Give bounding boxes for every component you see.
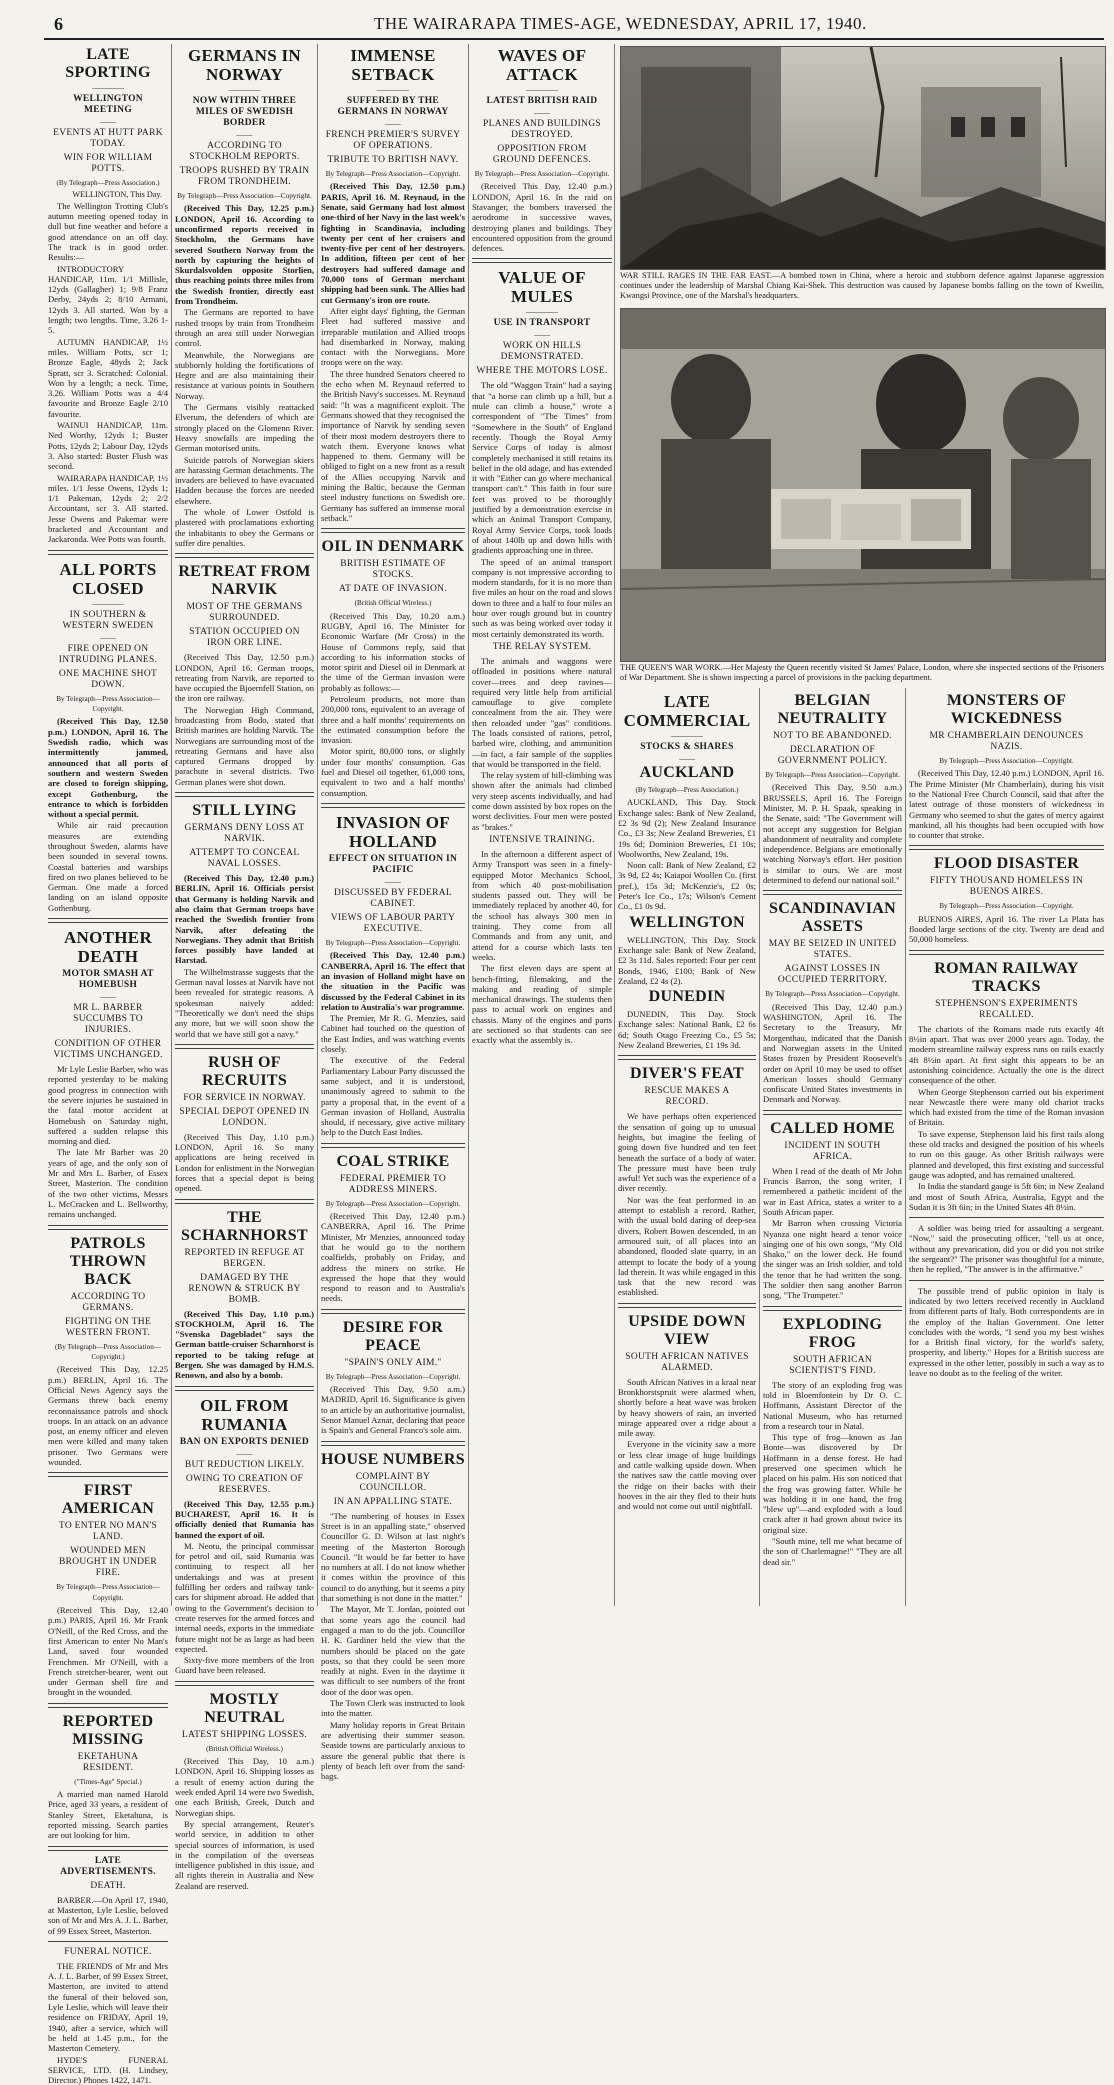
deck: EFFECT ON SITUATION IN PACIFIC bbox=[328, 853, 458, 875]
column-rule bbox=[317, 44, 318, 1606]
deck: FIRE OPENED ON INTRUDING PLANES. bbox=[58, 643, 158, 665]
paragraph: When I read of the death of Mr John Francis Barron, the song writer, I remembered a pathetic incident of the war in East Africa, states a writer to a South African paper. bbox=[763, 1165, 902, 1217]
deck: RESCUE MAKES A RECORD. bbox=[644, 1086, 730, 1108]
masthead bbox=[44, 8, 1104, 40]
deck: ONE MACHINE SHOT DOWN. bbox=[58, 668, 158, 690]
paragraph: South African Natives in a kraal near Bronkhorstspruit were alarmed when, shortly before a heat wave was broken by heavy showers of rain, an inverted mirage appeared over a ridge about a mile away. bbox=[618, 1376, 756, 1439]
paragraph: Motor spirit, 80,000 tons, or slightly under four months' consumption. Gas fuel and Diesel oil together, 61,000 tons, equivalent to two and a half months' consumption. bbox=[321, 746, 465, 798]
paragraph: Many holiday reports in Great Britain are advertising their summer season. Seaside towns are particularly anxious to assure the general public that there is plenty of beach left over from the sand-bags. bbox=[321, 1719, 465, 1782]
deck: WELLINGTON MEETING bbox=[73, 94, 143, 115]
deck: DECLARATION OF GOVERNMENT POLICY. bbox=[777, 745, 888, 766]
deck: STATION OCCUPIED ON IRON ORE LINE. bbox=[189, 627, 300, 649]
story-roman-railway bbox=[909, 960, 1104, 1379]
paragraph: (Received This Day, 12.50 p.m.) PARIS, April 16. M. Reynaud, in the Senate, said Germany had lost almost one-third of her Navy in the last week's fighting in Scandinavia, including twenty per cent of her cruisers and twenty-five per cent of her destroyers. In addition, fifteen per cent of her destroyers had suffered damage and 70,000 tons of German merchant shipping had been sunk. The Allies had cut Germany's iron ore route. bbox=[321, 181, 465, 305]
story-scandinavian-assets bbox=[763, 900, 902, 1104]
death-notice: BARBER.—On April 17, 1940, at Masterton, Lyle Leslie, beloved son of Mr and Mrs A. J. L. Barber, of 99 Essex Street, Masterton. bbox=[48, 1894, 168, 1936]
paragraph: (Received This Day, 12.25 p.m.) BERLIN, April 16. The Official News Agency says the Germans threw back enemy reconnaissance patrols and shock troops. In an attack on an advance post, an enemy officer and eleven men were killed and many taken prisoner. Two Germans were wounded. bbox=[48, 1364, 168, 1467]
headline: ALL PORTS CLOSED bbox=[59, 559, 157, 598]
headline: HOUSE NUMBERS bbox=[321, 1450, 465, 1468]
deck: DISCUSSED BY FEDERAL CABINET. bbox=[333, 887, 453, 909]
deck: NOT TO BE ABANDONED. bbox=[773, 731, 892, 741]
paragraph: (Received This Day, 12.40 p.m.) LONDON, April 16. In the raid on Stavanger, the bombers traversed the aerodrome in successive waves, destroying planes and buildings. They encountered opposition from the ground defences. bbox=[472, 181, 612, 254]
paragraph: Nor was the feat performed in an attempt to establish a record. Rather, with the usual bold daring of deep-sea divers, Robert Bowen descended, in an armoured suit, of all places into an abandoned, flooded slate quarry, in an attempt to locate the body of a young lad therein. It was while engaged in this task that the new record was established. bbox=[618, 1194, 756, 1298]
deck: GERMANS DENY LOSS AT NARVIK. bbox=[184, 823, 305, 845]
photo-bombed-town bbox=[620, 46, 1106, 270]
credit: By Telegraph—Press Association—Copyright. bbox=[765, 771, 900, 779]
deck: TRIBUTE TO BRITISH NAVY. bbox=[327, 155, 459, 165]
headline: RETREAT FROM NARVIK bbox=[178, 563, 311, 599]
story-late-sporting: LATE SPORTING ———— WELLINGTON MEETING —— EVENTS AT HUTT PARK TODAY. WIN FOR WILLIAM POTTS. (By Telegraph—Press Association.) WELLINGTON, This Day. The Wellington Trotting Club's autumn meeting opened today in dull but fine weather and before a good attendance on an off day. The track is in good order. Results:— INTRODUCTORY HANDICAP, 11m. 1/1 Millisle, 12yds (Gallagher) 1; 9/8 Franz Derby, 24yds 2; 8/10 Armani, 12yds 3. All started. Won by a length; two lengths. Time, 3.26 1-5. AUTUMN HANDICAP, 1½ miles. William Potts, scr 1; Bronze Eagle, 48yds 2; Jack Spratt, scr 3. Scratched: Colonial. Won by a length; a neck. Time, 3.26. William Potts was a 4/4 favourite and Bronze Eagle 2/10 favourite. WAINUI HANDICAP, 11m. Ned Worthy, 12yds 1; Buster Potts, 12yds 2; Labour Day, 12yds 3. Also started: Buster Flush was second. WAIRARAPA HANDICAP, 1½ miles. 1/1 Jesse Owens, 12yds 1; 1/1 Pakeman, 12yds 2; 2/2 Accountant, scr 3. All started. Jesse Owens and Pakemar were bracketed and Accountant and Jackaronda. Wee Potts was fourth. bbox=[48, 46, 168, 545]
headline: LATE SPORTING bbox=[65, 46, 151, 81]
paragraph: (Received This Day, 12.40 p.m.) WASHINGTON, April 16. The Secretary to the Treasury, Mr Morgenthau, indicated that the Danish and Norwegian assets in the United States frozen by President Roosevelt's order on April 10 may be used to offset American losses should Germany confiscate United States investments in Denmark and Norway. bbox=[763, 1001, 902, 1105]
story-upside-down bbox=[618, 1313, 756, 1512]
paragraph: (Received This Day, 9.50 a.m.) BRUSSELS, April 16. The Foreign Minister, M. P. H. Spaak, speaking in the Senate, said: "The Government will not accept any suggestion for Belgian abandonment of neutrality and complete independence. Belgians are emotionally watching Norway's effort. Her position is similar to ours. We are most determined to defend our national soil." bbox=[763, 782, 902, 886]
credit: By Telegraph—Press Association—Copyright. bbox=[939, 902, 1074, 911]
deck: BAN ON EXPORTS DENIED bbox=[179, 1436, 310, 1447]
photo-queens-war-work bbox=[620, 308, 1106, 662]
deck: MAY BE SEIZED IN UNITED STATES. bbox=[768, 939, 897, 961]
deck: FIFTY THOUSAND HOMELESS IN BUENOS AIRES. bbox=[929, 876, 1084, 898]
paragraph: (Received This Day, 12.55 p.m.) BUCHAREST, April 16. It is officially denied that Rumania has banned the export of oil. bbox=[175, 1498, 314, 1540]
story-flood-disaster bbox=[909, 855, 1104, 944]
column-3 bbox=[321, 44, 465, 1782]
deck: MOST OF THE GERMANS SURROUNDED. bbox=[186, 602, 303, 624]
deck: ATTEMPT TO CONCEAL NAVAL LOSSES. bbox=[189, 848, 300, 870]
subhead: DUNEDIN bbox=[648, 988, 726, 1006]
credit: By Telegraph—Press Association—Copyright. bbox=[325, 1372, 461, 1381]
late-advertisements bbox=[48, 1856, 168, 2085]
paragraph: The story of an exploding frog was told in Bloemfontein by Dr O. C. Hoffmann, Assistant Director of the National Museum, who has returned from a research tour in Natal. bbox=[763, 1379, 902, 1431]
death-label: DEATH. bbox=[90, 1880, 126, 1891]
paragraph: To save expense, Stephenson laid his first rails along these old tracks and designed the position of his wheels to run on this gauge. As other British railways were planned and developed, this first existing and successful gauge was adopted, and has remained unaltered. bbox=[909, 1128, 1104, 1180]
story-exploding-frog bbox=[763, 1316, 902, 1567]
deck: AGAINST LOSSES IN OCCUPIED TERRITORY. bbox=[777, 964, 888, 986]
deck: FIGHTING ON THE WESTERN FRONT. bbox=[64, 1316, 152, 1338]
paragraph: The possible trend of public opinion in Italy is indicated by two letters received recently in Auckland from different parts of Italy. Both correspondents are in the employ of the Italian Government. One letter concludes with the words, "I send you my best wishes for a British final victory, for the world's safety, prosperity, and liberty." Hopes for a British success are expressed in the other letter, possibly in such a way as to leave no doubt as to the feeling of the writer. bbox=[909, 1285, 1104, 1378]
story-patrols bbox=[48, 1235, 168, 1468]
story-another-death: ANOTHER DEATH MOTOR SMASH AT HOMEBUSH —— MR L. BARBER SUCCUMBS TO INJURIES. CONDITION OF OTHER VICTIMS UNCHANGED. Mr Lyle Leslie Barber, who was reported yesterday to be making good progress in connection with the severe injuries he sustained in the fatal motor accident at Homebush on Saturday night, suffered a sudden relapse this morning and died. The late Mr Barber was 20 years of age, and the only son of Mr and Mrs L. Barber, of Essex Street, Masterton. The condition of the two other victims, Messrs L. McCracken and L. Bellworthy, remains unchanged. bbox=[48, 928, 168, 1220]
deck: AT DATE OF INVASION. bbox=[338, 584, 448, 595]
deck: STOCKS & SHARES bbox=[640, 742, 734, 752]
credit: By Telegraph—Press Association—Copyright. bbox=[56, 1583, 160, 1602]
story-desire-peace bbox=[321, 1319, 465, 1436]
headline: REPORTED MISSING bbox=[62, 1712, 154, 1748]
story-monsters-wickedness bbox=[909, 692, 1104, 840]
headline: LATE COMMERCIAL bbox=[623, 692, 751, 730]
deck: FOR SERVICE IN NORWAY. bbox=[183, 1092, 306, 1103]
story-called-home bbox=[763, 1120, 902, 1301]
paragraph: The three hundred Senators cheered to the echo when M. Reynaud referred to the British Navy's successes. M. Reynaud said: "It was a magnificent exploit. The Germans showed that they recognised the importance of Narvik by sending seven of their most modern destroyers there to watch them. Everyone knows what happened to them. Germany will be obliged to fight on a new front as a result of the Allies occupying Narvik and mining the Baltic, because the German steel industry functions on Swedish ore. Germany has suffered an immense moral setback." bbox=[321, 368, 465, 523]
headline: ROMAN RAILWAY TRACKS bbox=[934, 959, 1079, 995]
deck: CONDITION OF OTHER VICTIMS UNCHANGED. bbox=[53, 1039, 163, 1061]
paragraph: (Received This Day, 1.10 p.m.) LONDON, April 16. So many applications are being received in London for enlistment in the Norwegian forces that a special depot is being opened. bbox=[175, 1131, 314, 1194]
headline: DIVER'S FEAT bbox=[630, 1065, 744, 1083]
column-rule bbox=[905, 688, 906, 1606]
headline: BELGIAN NEUTRALITY bbox=[777, 692, 888, 727]
story-reported-missing bbox=[48, 1713, 168, 1841]
headline: STILL LYING bbox=[192, 802, 297, 820]
paragraph: BUENOS AIRES, April 16. The river La Plata has flooded large sections of the city. Twenty are dead and 50,000 homeless. bbox=[909, 913, 1104, 945]
paragraph: While air raid precaution measures are extending throughout Sweden, alarms have been sounded in several towns. Coastal batteries and warships fired on two planes believed to be German. One made a forced landing on an island opposite Gothenburg. bbox=[48, 820, 168, 913]
headline: OIL IN DENMARK bbox=[321, 538, 465, 556]
deck: SOUTH AFRICAN NATIVES ALARMED. bbox=[625, 1351, 749, 1373]
deck: IN SOUTHERN & WESTERN SWEDEN bbox=[62, 609, 154, 631]
paragraph: Suicide patrols of Norwegian skiers are harassing German detachments. The invaders are believed to have evacuated Hadden because the forces are needed elsewhere. bbox=[175, 454, 314, 506]
credit: By Telegraph—Press Association—Copyright. bbox=[56, 694, 160, 714]
deck: BRITISH ESTIMATE OF STOCKS. bbox=[340, 559, 446, 581]
paragraph: Mr Barron when crossing Victoria Nyanza one night heard a tenor voice singing one of his own songs, "My Old Shako," on the lower deck. He found the singer was an Irish soldier, and told the tenor that he had written the song. The soldier then sang another Barron song, "The Trumpeter." bbox=[763, 1218, 902, 1301]
paragraph: In India the standard gauge is 5ft 6in; in New Zealand and most of South Africa, Australia, Egypt and the Sudan it is 3ft 6in; in the United States 4ft 8½in. bbox=[909, 1181, 1104, 1212]
page-number: 6 bbox=[54, 14, 63, 34]
deck: DAMAGED BY THE RENOWN & STRUCK BY BOMB. bbox=[188, 1272, 301, 1305]
story-waves-attack: WAVES OF ATTACK ———— LATEST BRITISH RAID —— PLANES AND BUILDINGS DESTROYED. OPPOSITION FROM GROUND DEFENCES. By Telegraph—Press Association—Copyright. (Received This Day, 12.40 p.m.) LONDON, April 16. In the raid on Stavanger, the bombers traversed the aerodrome in successive waves, destroying planes and buildings. They encountered opposition from the ground defences. bbox=[472, 46, 612, 254]
credit: (By Telegraph—Press Association.) bbox=[56, 179, 160, 187]
paragraph: WAIRARAPA HANDICAP, 1½ miles. 1/1 Jesse Owens, 12yds 1; 1/1 Pakeman, 12yds 2; 2/2 Accountant, scr 3. All started. Jesse Owens and Pakemar were bracketed and Accountant and Jackaronda. Wee Potts was fourth. bbox=[48, 472, 168, 545]
credit: By Telegraph—Press Association—Copyright. bbox=[325, 170, 461, 178]
credit: By Telegraph—Press Association—Copyright. bbox=[325, 1199, 461, 1208]
credit: By Telegraph—Press Association—Copyright. bbox=[177, 192, 312, 200]
story-all-ports: ALL PORTS CLOSED ———— IN SOUTHERN & WESTERN SWEDEN —— FIRE OPENED ON INTRUDING PLANES. ONE MACHINE SHOT DOWN. By Telegraph—Press Association—Copyright. (Received This Day, 12.50 p.m.) LONDON, April 16. The Swedish radio, which was intermittently jammed, announced that all ports of southern and western Sweden are closed to foreign shipping, except Gothenburg, the entrance to which is forbidden without a special permit. While air raid precaution measures are extending throughout Sweden, alarms have been sounded in several towns. Coastal batteries and warships fired on two planes believed to be German. One made a forced landing on an island opposite Gothenburg. bbox=[48, 559, 168, 913]
deck: SPECIAL DEPOT OPENED IN LONDON. bbox=[179, 1106, 310, 1128]
headline: EXPLODING FROG bbox=[782, 1315, 883, 1351]
story-belgian-neutrality bbox=[763, 692, 902, 885]
paragraph: The speed of an animal transport company is not impressive according to modern standards, for it is no more than five miles an hour on the road and slows down to three and a half to four miles an hour over rough ground but in country such as was being worked over today it most certainly demonstrated its worth. bbox=[472, 556, 612, 639]
deck: VIEWS OF LABOUR PARTY EXECUTIVE. bbox=[330, 912, 456, 934]
credit: (By Telegraph—Press Association—Copyright.) bbox=[55, 1342, 161, 1361]
headline: MONSTERS OF WICKEDNESS bbox=[946, 692, 1067, 727]
credit: ("Times-Age" Special.) bbox=[74, 1777, 142, 1786]
deck: TO ENTER NO MAN'S LAND. bbox=[58, 1521, 158, 1543]
story-divers-feat bbox=[618, 1065, 756, 1297]
masthead-title: THE WAIRARAPA TIMES-AGE, WEDNESDAY, APRIL 17, 1940. bbox=[374, 14, 867, 33]
paragraph: In the afternoon a different aspect of Army Transport was seen in a finely-equipped Motor Mechanics School, from which 40 post-mobilisation students passed out. They will be immediately replaced by another 40, for the school has always 300 men in training. They come from all Commands and from any unit, and attend for a course which lasts ten weeks. bbox=[472, 848, 612, 962]
headline: THE SCHARNHORST bbox=[181, 1208, 308, 1244]
deck: USE IN TRANSPORT bbox=[493, 318, 591, 329]
story-oil-rumania: OIL FROM RUMANIA BAN ON EXPORTS DENIED —— BUT REDUCTION LIKELY. OWING TO CREATION OF RESERVES. (Received This Day, 12.55 p.m.) BUCHAREST, April 16. It is officially denied that Rumania has banned the export of oil. M. Neotu, the principal commissar for petrol and oil, said Rumania was continuing to respect all her undertakings and was at present fulfilling her orders and railway tank-cars for shipment abroad. He added that owing to the Government's decision to create reserves for the armed forces and internal needs, exports in the immediate future might not be as large as had been expected. Sixty-five more members of the Iron Guard have been released. bbox=[175, 1395, 314, 1676]
deck: "SPAIN'S ONLY AIM." bbox=[344, 1357, 442, 1368]
subhead: THE RELAY SYSTEM. bbox=[492, 641, 592, 652]
story-immense-setback: IMMENSE SETBACK ———— SUFFERED BY THE GERMANS IN NORWAY —— FRENCH PREMIER'S SURVEY OF OPERATIONS. TRIBUTE TO BRITISH NAVY. By Telegraph—Press Association—Copyright. (Received This Day, 12.50 p.m.) PARIS, April 16. M. Reynaud, in the Senate, said Germany had lost almost one-third of her Navy in the last week's fighting in Scandinavia, including twenty per cent of her cruisers and twenty-five per cent of her destroyers. In addition, fifteen per cent of her destroyers had suffered damage and 70,000 tons of German merchant shipping had been sunk. The Allies had cut Germany's iron ore route. After eight days' fighting, the German Fleet had suffered massive and irreparable mutilation and Allied troops had disembarked in Norway, making contact with the Norwegians. More troops were on the way. The three hundred Senators cheered to the echo when M. Reynaud referred to the British Navy's successes. M. Reynaud said: "It was a magnificent exploit. The Germans showed that they recognised the importance of Narvik by sending seven of their most modern destroyers there to watch them. Everyone knows what happened to them. Germany will be obliged to fight on a new front as a result of the Allies occupying Narvik and mining the Baltic, because the German steel industry functions on Swedish ore. Germany has suffered an immense moral setback." bbox=[321, 46, 465, 523]
paragraph: (Received This Day, 10 a.m.) LONDON, April 16. Shipping losses as a result of enemy action during the week ended April 14 were two Swedish, one each British, Greek, Dutch and Norwegian ships. bbox=[175, 1756, 314, 1818]
paragraph: A married man named Harold Price, aged 33 years, a resident of Stanley Street, Eketahuna, is reported missing. Search parties are out looking for him. bbox=[48, 1789, 168, 1841]
column-rule bbox=[468, 44, 469, 1606]
subhead: AUCKLAND bbox=[639, 764, 735, 781]
paragraph: (Received This Day, 12.40 p.m.) CANBERRA, April 16. The Prime Minister, Mr Menzies, announced today that he would go to the northern coalfields, probably on Friday, and address the miners on strike. He expressed the hope that they would respond to reason and to Australia's needs. bbox=[321, 1211, 465, 1304]
headline: INVASION OF HOLLAND bbox=[336, 812, 450, 851]
deck: WHERE THE MOTORS LOSE. bbox=[476, 366, 608, 377]
paragraph: The Wellington Trotting Club's autumn meeting opened today in dull but fine weather and before a good attendance on an off day. The track is in good order. Results:— bbox=[48, 200, 168, 263]
subhead: WELLINGTON bbox=[629, 913, 745, 931]
paragraph: Sixty-five more members of the Iron Guard have been released. bbox=[175, 1655, 314, 1676]
paragraph: The relay system of hill-climbing was shown after the animals had climbed very steep ascents individually, and had come down assisted by box ropes on the worst declivities. Four men were posted as "brakes." bbox=[472, 770, 612, 832]
paragraph: Everyone in the vicinity saw a more or less clear image of huge buildings and cattle walking upside down. When the natives saw the cattle moving over the ridge on their backs with their hooves in the air they fled to their huts and would not come out until nightfall. bbox=[618, 1439, 756, 1512]
paragraph: WELLINGTON, This Day. Stock Exchange sale: Bank of New Zealand, £2 3s 11d. Sales reported: Four per cent Bonds, 1946, £100; Bank of New Zealand, £2 4s (2). bbox=[618, 934, 756, 986]
paragraph: After eight days' fighting, the German Fleet had suffered massive and irreparable mutilation and Allied troops had disembarked in Norway, making contact with the Norwegians. More troops were on the way. bbox=[321, 305, 465, 368]
story-retreat-narvik bbox=[175, 563, 314, 787]
headline: UPSIDE DOWN VIEW bbox=[628, 1312, 746, 1348]
deck: BUT REDUCTION LIKELY. bbox=[184, 1459, 305, 1470]
deck: COMPLAINT BY COUNCILLOR. bbox=[355, 1471, 431, 1493]
paragraph: The old "Waggon Train" had a saying that "a horse can climb up a hill, but a mule can climb a house," wrote a correspondent of "The Times" from "Somewhere in the South" of England recently. Though the Royal Army Service Corps of today is almost completely mechanised it still retains its belief in the old adage, and has extended it with "Either can go where mechanical transport can't." This faith in four sure feet was proved to be thoroughly justified by a demonstration exercise in which an Animal Transport Company, Royal Army Service Corps, took loads of about 140lb up and down hills with gradients approaching one in three. bbox=[472, 380, 612, 556]
paragraph: (Received This Day, 12.40 p.m.) CANBERRA, April 16. The effect that an invasion of Holland might have on the situation in the Pacific was discussed by the Federal Cabinet in its relation to Australia's war programme. bbox=[321, 950, 465, 1012]
paragraph: The late Mr Barber was 20 years of age, and the only son of Mr and Mrs L. Barber, of Essex Street, Masterton. The condition of the two other victims, Messrs L. McCracken and L. Bellworthy, remains unchanged. bbox=[48, 1147, 168, 1220]
paragraph: Meanwhile, the Norwegians are stubbornly holding the fortifications of Hegre and are also maintaining their resistance at various points in Southern Norway. bbox=[175, 349, 314, 401]
paragraph: The Wilhelmstrasse suggests that the German naval losses at Narvik have not been revealed for strategic reasons. A spokesman naively added: "Theoretically we don't need the ships any more, but we will soon show the world that we have still got a navy." bbox=[175, 966, 314, 1039]
paragraph: AUCKLAND, This Day. Stock Exchange sales: Bank of New Zealand, £2 3s 9d (2); New Zealand Insurance Co., £3 3s; New Zealand Breweries, £1 19s 6d; Dominion Breweries, £1 10s; Woolworths, New Zealand, 19s. bbox=[618, 797, 756, 859]
deck: NOW WITHIN THREE MILES OF SWEDISH BORDER bbox=[192, 96, 297, 128]
paragraph: This type of frog—known as Jan Bonte—was discovered by Dr Hoffmann in a dense forest. He had preserved one specimen which he placed on his palm. His son noticed that the frog was growing fatter. While he was holding it in one hand, the frog "blew up"—and exploded with a loud crack after it had grown about twice its original size. bbox=[763, 1432, 902, 1535]
paragraph: Petroleum products, not more than 200,000 tons, equivalent to an average of three and a half months' requirements on the estimated consumption before the invasion. bbox=[321, 693, 465, 746]
deck: SUFFERED BY THE GERMANS IN NORWAY bbox=[337, 96, 449, 117]
dateline: WELLINGTON, This Day. bbox=[72, 190, 162, 200]
story-late-commercial: LATE COMMERCIAL ———— STOCKS & SHARES —— AUCKLAND (By Telegraph—Press Association.) AUCKLAND, This Day. Stock Exchange sales: Bank of New Zealand, £2 3s 9d (2); New Zealand Insurance Co., £3 3s; New Zealand Breweries, £1 19s 6d; Dominion Breweries, £1 10s; Woolworths, New Zealand, 19s. Noon call: Bank of New Zealand, £2 3s 9d, £2 4s; Kaiapoi Woollen Co. (first pref.), 15s 3d; McKenzie's, £2 0s; Peter's Ice Co., 17s; Wilson's Cement Co., £1 0s 9d. WELLINGTON WELLINGTON, This Day. Stock Exchange sale: Bank of New Zealand, £2 3s 11d. Sales reported: Four per cent Bonds, 1946, £100; Bank of New Zealand, £2 4s (2). DUNEDIN DUNEDIN, This Day. Stock Exchange sales: National Bank, £2 6s 6d; South Otago Freezing Co., £5 5s; New Zealand Breweries, £1 19s 3d. bbox=[618, 692, 756, 1051]
paragraph: A soldier was being tried for assaulting a sergeant. "Now," said the prosecuting officer, "tell us at once, without any prevarication, did you or did you not strike the sergeant?" The prisoner was thoughtful for a minute, then he replied, "The answer is in the affirmative." bbox=[909, 1223, 1104, 1275]
deck: WIN FOR WILLIAM POTTS. bbox=[63, 153, 153, 174]
deck: FRENCH PREMIER'S SURVEY OF OPERATIONS. bbox=[325, 130, 461, 151]
column-5 bbox=[618, 690, 756, 1612]
headline: ANOTHER DEATH bbox=[63, 928, 153, 967]
story-house-numbers bbox=[321, 1451, 465, 1782]
story-still-lying bbox=[175, 802, 314, 1039]
headline: RUSH OF RECRUITS bbox=[201, 1053, 288, 1089]
headline: COAL STRIKE bbox=[336, 1152, 450, 1170]
photo-caption: THE QUEEN'S WAR WORK.—Her Majesty the Queen recently visited St James' Palace, London, where she inspected sections of the Prisoners of War Department. She is shown inspecting a parcel of provisions in the packing department. bbox=[620, 663, 1104, 682]
deck: ACCORDING TO GERMANS. bbox=[70, 1291, 146, 1313]
headline: CALLED HOME bbox=[770, 1119, 895, 1137]
deck: MOTOR SMASH AT HOMEBUSH bbox=[62, 969, 154, 991]
paragraph: "The numbering of houses in Essex Street is in an appalling state," observed Councillor G. D. Wilson at last night's meeting of the Masterton Borough Council. "It would be far better to have no numbers at all. I do not know whether it comes within the province of this council to do anything, but it seems a pity that something is not done in the matter." bbox=[321, 1510, 465, 1604]
paragraph: The Town Clerk was instructed to look into the matter. bbox=[321, 1698, 465, 1719]
story-scharnhorst bbox=[175, 1209, 314, 1381]
column-6 bbox=[763, 690, 902, 1612]
deck: PLANES AND BUILDINGS DESTROYED. bbox=[483, 119, 601, 140]
paragraph: The first eleven days are spent at bench-fitting, filemaking, and the making and reading of simple mechanical drawings. The students then pass to actual work on engines and chassis. Many of the engines and parts are sectioned so that students can see exactly what the assembly is. bbox=[472, 963, 612, 1046]
story-first-american bbox=[48, 1482, 168, 1697]
paragraph: Mr Lyle Leslie Barber, who was reported yesterday to be making good progress in connection with the severe injuries he sustained in the fatal motor accident at Homebush on Saturday night, suffered a sudden relapse this morning and died. bbox=[48, 1064, 168, 1147]
paragraph: M. Neotu, the principal commissar for petrol and oil, said Rumania was continuing to respect all her undertakings and was at present fulfilling her orders and railway tank-cars for shipment abroad. He added that owing to the Government's decision to create reserves for the armed forces and internal needs, exports in the immediate future might not be as large as had been expected. bbox=[175, 1540, 314, 1654]
paragraph: (Received This Day, 12.50 p.m.) LONDON, April 16. The Swedish radio, which was intermittently jammed, announced that all ports of southern and western Sweden are closed to foreign shipping, except Gothenburg, the entrance to which is forbidden without a special permit. bbox=[48, 716, 168, 820]
paragraph: Noon call: Bank of New Zealand, £2 3s 9d, £2 4s; Kaiapoi Woollen Co. (first pref.), 15s 3d; McKenzie's, £2 0s; Peter's Ice Co., 17s; Wilson's Cement Co., £1 0s 9d. bbox=[618, 860, 756, 912]
paragraph: The animals and waggons were offloaded in positions where natural cover—trees and deep ravines—required very little help from artificial camouflage to give complete concealment from the air. They were then reloaded under "gas" conditions. The loads consisted of rations, petrol, barbed wire, clothing, and ammunition—in fact, a fair sample of the supplies that would be transported in the field. bbox=[472, 655, 612, 769]
deck: MR CHAMBERLAIN DENOUNCES NAZIS. bbox=[929, 731, 1084, 752]
paragraph: By special arrangement, Reuter's world service, in addition to other special sources of information, is used in the compilation of the overseas intelligence published in this issue, and all rights therein in Australia and New Zealand are reserved. bbox=[175, 1818, 314, 1891]
headline: WAVES OF ATTACK bbox=[497, 46, 587, 84]
paragraph: The Mayor, Mr T. Jordan, pointed out that some years ago the council had engaged a man to do the job. Councillor H. K. Gardiner held the view that the numbers should be placed on the gate posts, so that they could be seen more readily at night. Even in the daytime it was difficult to see numbers of the front door of the door was open. bbox=[321, 1604, 465, 1697]
paragraph: (Received This Day, 12.40 p.m.) LONDON, April 16. The Prime Minister (Mr Chamberlain), during his visit to the National Free Church Council, said that after the latest outrage of those monsters of wickedness in Germany who seemed to shut the gates of mercy against mankind, all his thoughts had been occupied with how to counter that stroke. bbox=[909, 768, 1104, 841]
deck: OPPOSITION FROM GROUND DEFENCES. bbox=[492, 144, 592, 165]
story-mostly-neutral bbox=[175, 1691, 314, 1891]
deck: EVENTS AT HUTT PARK TODAY. bbox=[53, 128, 163, 149]
story-germans-norway: GERMANS IN NORWAY ———— NOW WITHIN THREE MILES OF SWEDISH BORDER —— ACCORDING TO STOCKHOLM REPORTS. TROOPS RUSHED BY TRAIN FROM TRONDHEIM. By Telegraph—Press Association—Copyright. (Received This Day, 12.25 p.m.) LONDON, April 16. According to unconfirmed reports received in Stockholm, the Germans have severed Southern Norway from the north by capturing the heights of Skurdalsvolden opposite Storlien, thus reaching points three miles from the Swedish frontier, directly east from Trondheim. The Germans are reported to have rushed troops by train from Trondheim through an area still under Norwegian control. Meanwhile, the Norwegians are stubbornly holding the fortifications of Hegre and are also maintaining their resistance at various points in Southern Norway. The Germans visibly reattacked Elverum, the defenders of which are strongly placed on the Glomenn River. Heavy snowfalls are impeding the German motorised units. Suicide patrols of Norwegian skiers are harassing German detachments. The invaders are believed to have evacuated Hadden because the forces are needed elsewhere. The whole of Lower Ostfold is plastered with proclamations exhorting the inhabitants to obey the Germans or suffer dire penalties. bbox=[175, 46, 314, 548]
paragraph: (Received This Day, 12.25 p.m.) LONDON, April 16. According to unconfirmed reports received in Stockholm, the Germans have severed Southern Norway from the north by capturing the heights of Skurdalsvolden opposite Storlien, thus reaching points three miles from the Swedish frontier, directly east from Trondheim. bbox=[175, 203, 314, 307]
column-7 bbox=[909, 690, 1104, 1612]
paragraph: (Received This Day, 12.40 p.m.) BERLIN, April 16. Officials persist that Germany is holding Narvik and also claim that German troops have reached the Swedish frontier from Narvik, after defeating the Norwegians. They admit that British forces possibly have landed at Harstad. bbox=[175, 873, 314, 966]
paragraph: When George Stephenson carried out his experiment near Newcastle there were many old chariot tracks which had existed from the time of the Roman invasion of Britain. bbox=[909, 1086, 1104, 1128]
credit: By Telegraph—Press Association—Copyright. bbox=[325, 938, 461, 947]
paragraph: "South mine, tell me what became of the son of Charlemagne!" "They are all dead sir." bbox=[763, 1536, 902, 1567]
deck: IN AN APPALLING STATE. bbox=[333, 1496, 453, 1507]
paragraph: INTRODUCTORY HANDICAP, 11m. 1/1 Millisle, 12yds (Gallagher) 1; 9/8 Franz Derby, 24yds 2; 8/10 Armani, 12yds 3. All started. Won by a length; two lengths. Time, 3.26 1-5. bbox=[48, 263, 168, 336]
deck: LATEST SHIPPING LOSSES. bbox=[181, 1729, 308, 1740]
column-1 bbox=[48, 44, 168, 2085]
credit: (By Telegraph—Press Association.) bbox=[635, 786, 739, 794]
deck: STEPHENSON'S EXPERIMENTS RECALLED. bbox=[935, 998, 1078, 1020]
column-rule bbox=[759, 688, 760, 1606]
column-4 bbox=[472, 44, 612, 1612]
credit: By Telegraph—Press Association—Copyright. bbox=[474, 170, 610, 178]
paragraph: The Germans are reported to have rushed troops by train from Trondheim through an area still under Norwegian control. bbox=[175, 307, 314, 349]
story-value-mules: VALUE OF MULES ———— USE IN TRANSPORT —— WORK ON HILLS DEMONSTRATED. WHERE THE MOTORS LOSE. The old "Waggon Train" had a saying that "a horse can climb up a hill, but a mule can climb a house," wrote a correspondent of "The Times" from "Somewhere in the South" of England recently. Though the Royal Army Service Corps of today is almost completely mechanised it still retains its belief in the old adage, and has extended it with "Either can go where mechanical transport can't." This faith in four sure feet was proved to be thoroughly justified by a demonstration exercise in which an Animal Transport Company, Royal Army Service Corps, took loads of about 140lb up and down hills with gradients approaching one in three. The speed of an animal transport company is not impressive according to modern standards, for it is no more than five miles an hour on the road and slows down to three and a half to four miles an hour over rough ground but in country such as was being worked over today it most certainly demonstrated its worth. THE RELAY SYSTEM. The animals and waggons were offloaded in positions where natural cover—trees and deep ravines—required very little help from artificial camouflage to give complete concealment from the air. They were then reloaded under "gas" conditions. The loads consisted of rations, petrol, barbed wire, clothing, and ammunition—in fact, a fair sample of the supplies that would be transported in the field. The relay system of hill-climbing was shown after the animals had climbed very steep ascents individually, and had come down assisted by box ropes on the worst declivities. Four men were posted as "brakes." INTENSIVE TRAINING. In the afternoon a different aspect of Army Transport was seen in a finely-equipped Motor Mechanics School, from which 40 post-mobilisation students passed out. They will be immediately replaced by another 40, for the school has always 300 men in training. They come from all Commands and from any unit, and attend for a course which lasts ten weeks. The first eleven days are spent at bench-fitting, filemaking, and the making and reading of simple mechanical drawings. The students then pass to actual work on engines and chassis. Many of the engines and parts are sectioned so that students can see exactly what the assembly is. bbox=[472, 268, 612, 1046]
headline: PATROLS THROWN BACK bbox=[69, 1234, 147, 1288]
deck: SOUTH AFRICAN SCIENTIST'S FIND. bbox=[789, 1354, 876, 1376]
paragraph: The Germans visibly reattacked Elverum, the defenders of which are strongly placed on the Glomenn River. Heavy snowfalls are impeding the German motorised units. bbox=[175, 402, 314, 454]
photo-caption: WAR STILL RAGES IN THE FAR EAST.—A bombed town in China, where a heroic and stubborn defence against Japanese aggression continues under the leadership of Marshal Chiang Kai-Shek. This destruction was caused by Japanese bombs falling on the town of Kweilin, Kwangsi Province, one of the Marshal's headquarters. bbox=[620, 271, 1104, 300]
credit: (British Official Wireless.) bbox=[354, 599, 432, 608]
subhead: INTENSIVE TRAINING. bbox=[489, 834, 595, 845]
deck: MR L. BARBER SUCCUMBS TO INJURIES. bbox=[73, 1003, 143, 1036]
deck: EKETAHUNA RESIDENT. bbox=[77, 1751, 139, 1773]
paragraph: The executive of the Federal Parliamentary Labour Party discussed the same subject, and it is understood, unanimously agreed to submit to the party a proposal that, in the event of a German invasion of Holland, Australia should, if necessary, give active military help to the Dutch East Indies. bbox=[321, 1055, 465, 1138]
column-rule bbox=[614, 44, 615, 1606]
paragraph: (Received This Day, 9.50 a.m.) MADRID, April 16. Significance is given to an article by an authoritative journalist, Senor Manuel Aznar, declaring that peace is Spain's and General Franco's sole aim. bbox=[321, 1384, 465, 1436]
column-rule bbox=[171, 44, 172, 1606]
headline: IMMENSE SETBACK bbox=[350, 46, 436, 84]
deck: OWING TO CREATION OF RESERVES. bbox=[185, 1473, 304, 1495]
paragraph: (Received This Day, 10.20 a.m.) RUGBY, April 16. The Minister for Economic Warfare (Mr Cross) in the House of Commons reply, said that according to his information stocks of motor spirit and Diesel oil in Denmark at the time of the German invasion were probably as follows:— bbox=[321, 610, 465, 693]
credit: By Telegraph—Press Association—Copyright. bbox=[939, 757, 1074, 765]
deck: TROOPS RUSHED BY TRAIN FROM TRONDHEIM. bbox=[179, 166, 310, 187]
funeral-label: FUNERAL NOTICE. bbox=[64, 1946, 152, 1957]
headline: MOSTLY NEUTRAL bbox=[204, 1690, 285, 1726]
paragraph: (Received This Day, 1.10 p.m.) STOCKHOLM, April 16. The "Svenska Dagebladet" says the German battle-cruiser Scharnhorst is reported to be taking refuge at Bergen. She was damaged by H.M.S. Renown, and also by a bomb. bbox=[175, 1308, 314, 1381]
headline: VALUE OF MULES bbox=[498, 268, 586, 307]
funeral-notice: THE FRIENDS of Mr and Mrs A. J. L. Barber, of 99 Essex Street, Masterton, are invited to attend the funeral of their beloved son, Lyle Leslie, which will leave their residence on FRIDAY, April 19, 1940, after a service, which will be held at 1.45 p.m., for the Masterton Cemetery. bbox=[48, 1960, 168, 2054]
paragraph: We have perhaps often experienced the sensation of going up to unusual heights, but imagine the feeling of going down five hundred and ten feet beneath the surface of a body of water. The pressure must have been truly awful! Yet such was the experience of a diver recently. bbox=[618, 1111, 756, 1194]
paragraph: The Norwegian High Command, broadcasting from Bodo, stated that British marines are holding Narvik. The Norwegians are surrounding most of the retreating Germans and have also captured Germans dropped by parachute in several districts. Two German planes were shot down. bbox=[175, 704, 314, 787]
headline: SCANDINAVIAN ASSETS bbox=[769, 900, 896, 936]
headline: FLOOD DISASTER bbox=[933, 855, 1080, 873]
funeral-signature: HYDE'S FUNERAL SERVICE, LTD. (H. Lindsey, Director.) Phones 1422, 1471. bbox=[48, 2054, 168, 2085]
paragraph: (Received This Day, 12.40 p.m.) PARIS, April 16. Mr Frank O'Neill, of the Red Cross, and the first American to enter No Man's Land, saved four wounded Frenchmen. Mr O'Neill, with a French stretcher-bearer, went out under German shell fire and brought in the wounded. bbox=[48, 1605, 168, 1698]
deck: ACCORDING TO STOCKHOLM REPORTS. bbox=[189, 141, 300, 162]
deck: FEDERAL PREMIER TO ADDRESS MINERS. bbox=[339, 1173, 447, 1195]
headline: DESIRE FOR PEACE bbox=[342, 1318, 444, 1354]
story-coal-strike bbox=[321, 1153, 465, 1304]
headline: FIRST AMERICAN bbox=[61, 1482, 155, 1518]
headline: OIL FROM RUMANIA bbox=[200, 1395, 289, 1434]
paragraph: AUTUMN HANDICAP, 1½ miles. William Potts, scr 1; Bronze Eagle, 48yds 2; Jack Spratt, scr 3. Scratched: Colonial. Won by a length; a neck. Time, 3.26. William Potts was a 4/4 favourite and Bronze Eagle 2/10 favourite. bbox=[48, 336, 168, 419]
story-oil-denmark bbox=[321, 538, 465, 798]
story-rush-recruits bbox=[175, 1054, 314, 1194]
paragraph: The chariots of the Romans made ruts exactly 4ft 8½in apart. That was over 2000 years ago. Today, the modern streamline railway express runs on rails exactly 4ft 8½in apart. At first sight this appears to be an astonishing coincidence. Actually the one is the direct consequence of the other. bbox=[909, 1023, 1104, 1086]
paragraph: WAINUI HANDICAP, 11m. Ned Worthy, 12yds 1; Buster Potts, 12yds 2; Labour Day, 12yds 3. Also started: Buster Flush was second. bbox=[48, 420, 168, 472]
deck: INCIDENT IN SOUTH AFRICA. bbox=[784, 1140, 881, 1162]
story-invasion-holland: INVASION OF HOLLAND EFFECT ON SITUATION IN PACIFIC —— DISCUSSED BY FEDERAL CABINET. VIEWS OF LABOUR PARTY EXECUTIVE. By Telegraph—Press Association—Copyright. (Received This Day, 12.40 p.m.) CANBERRA, April 16. The effect that an invasion of Holland might have on the situation in the Pacific was discussed by the Federal Cabinet in its relation to Australia's war programme. The Premier, Mr R. G. Menzies, said Cabinet had touched on the question of the East Indies, and was watching events closely. The executive of the Federal Parliamentary Labour Party discussed the same subject, and it is understood, unanimously agreed to submit to the party a proposal that, in the event of a German invasion of Holland, Australia should, if necessary, give active military help to the Dutch East Indies. bbox=[321, 812, 465, 1138]
section-title: LATE ADVERTISEMENTS. bbox=[60, 1855, 156, 1877]
paragraph: (Received This Day, 12.50 p.m.) LONDON, April 16. German troops, retreating from Narvik, are reported to have occupied the Bjoernfell Station, on the iron ore railway. bbox=[175, 652, 314, 704]
paragraph: The Premier, Mr R. G. Menzies, said Cabinet had touched on the question of the East Indies, and was watching events closely. bbox=[321, 1013, 465, 1055]
headline: GERMANS IN NORWAY bbox=[187, 46, 302, 84]
deck: WORK ON HILLS DEMONSTRATED. bbox=[500, 341, 584, 363]
deck: REPORTED IN REFUGE AT BERGEN. bbox=[184, 1247, 305, 1269]
column-2 bbox=[175, 44, 314, 1891]
paragraph: The whole of Lower Ostfold is plastered with proclamations exhorting the inhabitants to obey the Germans or suffer dire penalties. bbox=[175, 507, 314, 548]
deck: WOUNDED MEN BROUGHT IN UNDER FIRE. bbox=[58, 1546, 158, 1579]
paragraph: DUNEDIN, This Day. Stock Exchange sales: National Bank, £2 6s 6d; South Otago Freezing Co., £5 5s; New Zealand Breweries, £1 19s 3d. bbox=[618, 1009, 756, 1051]
credit: (British Official Wireless.) bbox=[206, 1744, 283, 1753]
deck: LATEST BRITISH RAID bbox=[486, 96, 598, 106]
credit: By Telegraph—Press Association—Copyright. bbox=[765, 990, 900, 999]
